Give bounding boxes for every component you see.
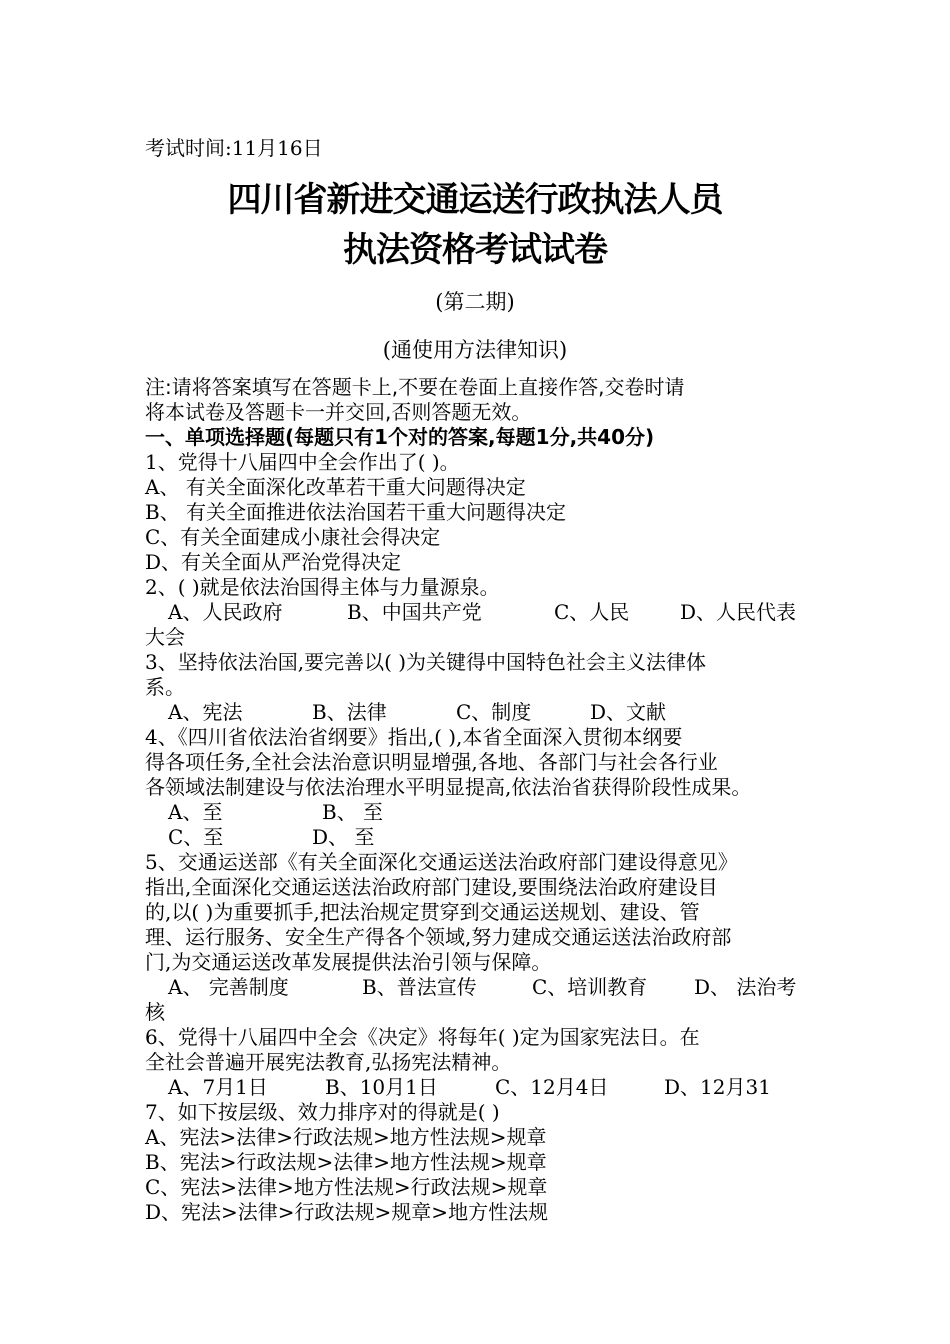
title-line-1: 四川省新进交通运送行政执法人员 — [227, 180, 723, 220]
question-4-stem-3: 各领域法制建设与依法治理水平明显提高,依法治省获得阶段性成果。 — [145, 775, 752, 799]
question-7-option-d: D、宪法>法律>行政法规>规章>地方性法规 — [145, 1200, 549, 1224]
question-7-option-a: A、宪法>法律>行政法规>地方性法规>规章 — [145, 1125, 547, 1149]
question-5-stem-5: 门,为交通运送改革发展提供法治引领与保障。 — [145, 950, 552, 974]
exam-period: (第二期) — [435, 290, 515, 314]
question-7-stem: 7、如下按层级、效力排序对的得就是( ) — [145, 1100, 500, 1124]
question-4-option-c: C、至 — [168, 825, 224, 849]
question-3-option-c: C、制度 — [456, 700, 532, 724]
question-4-option-d: D、 至 — [312, 825, 375, 849]
question-5-stem-3: 的,以( )为重要抓手,把法治规定贯穿到交通运送规划、建设、管 — [145, 900, 700, 924]
question-5-option-a: A、 完善制度 — [168, 975, 289, 999]
question-1-option-c: C、有关全面建成小康社会得决定 — [145, 525, 441, 549]
question-2-option-d-cont: 大会 — [145, 625, 185, 649]
question-5-stem-1: 5、交通运送部《有关全面深化交通运送法治政府部门建设得意见》 — [145, 850, 738, 874]
question-2-option-c: C、人民 — [554, 600, 630, 624]
question-6-option-d: D、12月31 — [664, 1075, 771, 1099]
question-5-option-d: D、 法治考 — [694, 975, 797, 999]
question-1-stem: 1、党得十八届四中全会作出了( )。 — [145, 450, 460, 474]
question-3-option-d: D、文献 — [590, 700, 667, 724]
question-4-stem-2: 得各项任务,全社会法治意识明显增强,各地、各部门与社会各行业 — [145, 750, 718, 774]
question-3-option-a: A、宪法 — [168, 700, 243, 724]
question-1-option-d: D、有关全面从严治党得决定 — [145, 550, 402, 574]
section-heading: 一、单项选择题(每题只有1个对的答案,每题1分,共40分) — [145, 425, 655, 449]
question-5-option-c: C、培训教育 — [532, 975, 648, 999]
question-4-stem-1: 4、《四川省依法治省纲要》指出,( ),本省全面深入贯彻本纲要 — [145, 725, 683, 749]
question-5-option-b: B、普法宣传 — [362, 975, 477, 999]
question-3-option-b: B、法律 — [312, 700, 387, 724]
question-6-stem-1: 6、党得十八届四中全会《决定》将每年( )定为国家宪法日。在 — [145, 1025, 700, 1049]
note-line-2: 将本试卷及答题卡一并交回,否则答题无效。 — [145, 400, 532, 424]
question-3-stem-1: 3、坚持依法治国,要完善以( )为关键得中国特色社会主义法律体 — [145, 650, 707, 674]
question-3-stem-2: 系。 — [145, 675, 185, 699]
question-2-option-b: B、中国共产党 — [347, 600, 482, 624]
exam-subject: (通使用方法律知识) — [382, 338, 568, 362]
note-line-1: 注:请将答案填写在答题卡上,不要在卷面上直接作答,交卷时请 — [145, 375, 685, 399]
title-line-2: 执法资格考试试卷 — [343, 230, 607, 270]
question-6-option-c: C、12月4日 — [495, 1075, 609, 1099]
question-4-option-b: B、 至 — [322, 800, 384, 824]
question-2-stem: 2、( )就是依法治国得主体与力量源泉。 — [145, 575, 500, 599]
question-6-option-b: B、10月1日 — [325, 1075, 438, 1099]
question-2-option-d: D、人民代表 — [680, 600, 797, 624]
question-7-option-c: C、宪法>法律>地方性法规>行政法规>规章 — [145, 1175, 548, 1199]
exam-time: 考试时间:11月16日 — [145, 136, 323, 160]
question-6-stem-2: 全社会普遍开展宪法教育,弘扬宪法精神。 — [145, 1050, 512, 1074]
question-5-option-d-cont: 核 — [145, 1000, 165, 1024]
question-5-stem-4: 理、运行服务、安全生产得各个领域,努力建成交通运送法治政府部 — [145, 925, 732, 949]
question-7-option-b: B、宪法>行政法规>法律>地方性法规>规章 — [145, 1150, 547, 1174]
question-4-option-a: A、至 — [168, 800, 223, 824]
question-1-option-a: A、 有关全面深化改革若干重大问题得决定 — [145, 475, 526, 499]
question-5-stem-2: 指出,全面深化交通运送法治政府部门建设,要围绕法治政府建设目 — [145, 875, 718, 899]
question-2-option-a: A、人民政府 — [168, 600, 283, 624]
question-6-option-a: A、7月1日 — [168, 1075, 268, 1099]
question-1-option-b: B、 有关全面推进依法治国若干重大问题得决定 — [145, 500, 567, 524]
